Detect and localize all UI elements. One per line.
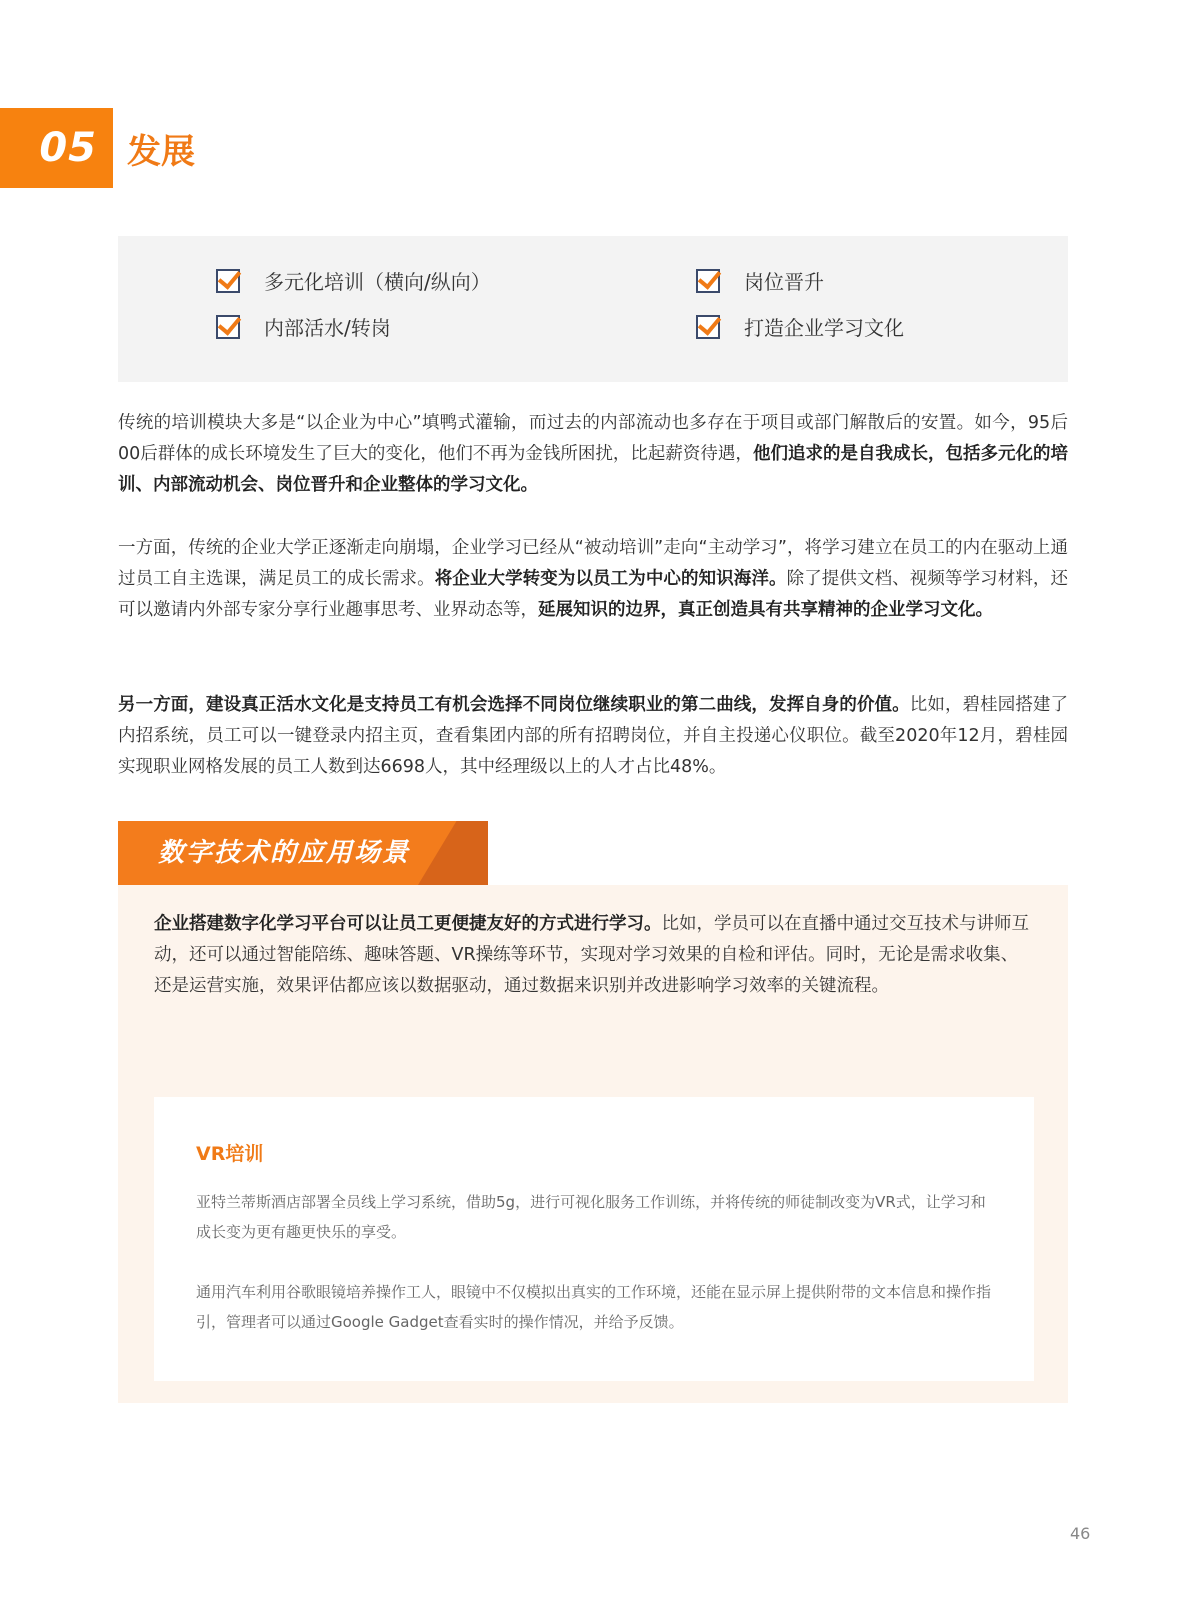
section-number: 05: [0, 108, 113, 188]
vr-training-card: [154, 1097, 1034, 1381]
paragraph-text: 除了提供文档、视频等学习材料，还可以邀请内外部专家分享行业趣事思考、业界动态等，: [118, 569, 1069, 620]
checkbox-checked-icon: [216, 315, 240, 339]
section-header: [0, 108, 195, 188]
checklist-item: [696, 266, 824, 295]
checklist-box: [118, 236, 1068, 382]
paragraph-bold-text: 将企业大学转变为以员工为中心的知识海洋。: [434, 569, 787, 589]
panel-paragraph: [154, 909, 1034, 1002]
paragraph-2: [118, 533, 1068, 626]
digital-tech-panel: [118, 885, 1068, 1403]
checklist-item: [216, 266, 491, 295]
section-title: 发展: [127, 131, 195, 172]
checkbox-checked-icon: [696, 269, 720, 293]
checklist-label: 打造企业学习文化: [744, 316, 904, 340]
paragraph-text: 传统的培训模块大多是“以企业为中心”填鸭式灌输，而过去的内部流动也多存在于项目或部门解散后的安置。如今，95后00后群体的成长环境发生了巨大的变化，他们不再为金钱所困扰，比起薪资待遇，: [118, 413, 1068, 464]
paragraph-bold-text: 另一方面，建设真正活水文化是支持员工有机会选择不同岗位继续职业的第二曲线，发挥自身的价值。: [118, 695, 910, 715]
checkbox-checked-icon: [696, 315, 720, 339]
checklist-item: [216, 312, 391, 341]
paragraph-text: 比如，碧桂园搭建了内招系统，员工可以一键登录内招主页，查看集团内部的所有招聘岗位，并自主投递心仪职位。截至2020年12月，碧桂园实现职业网格发展的员工人数到达6698人，其中经理级以上的人才占比48%。: [118, 695, 1069, 777]
paragraph-bold-text: 他们追求的是自我成长，包括多元化的培训、内部流动机会、岗位晋升和企业整体的学习文化。: [118, 444, 1069, 495]
card-title: VR培训: [196, 1143, 264, 1165]
page-number: 46: [1070, 1524, 1091, 1543]
paragraph-bold-text: 延展知识的边界，真正创造具有共享精神的企业学习文化。: [538, 600, 993, 620]
paragraph-3: [118, 690, 1068, 783]
panel-text: 比如，学员可以在直播中通过交互技术与讲师互动，还可以通过智能陪练、趣味答题、VR操练等环节，实现对学习效果的自检和评估。同时，无论是需求收集、还是运营实施，效果评估都应该以数据驱动，通过数据来识别并改进影响学习效率的关键流程。: [154, 914, 1029, 996]
checkbox-checked-icon: [216, 269, 240, 293]
checklist-label: 多元化培训（横向/纵向）: [264, 270, 491, 294]
paragraph-text: 一方面，传统的企业大学正逐渐走向崩塌，企业学习已经从“被动培训”走向“主动学习”，将学习建立在员工的内在驱动上通过员工自主选课，满足员工的成长需求。: [118, 538, 1068, 589]
card-paragraph-2: 通用汽车利用谷歌眼镜培养操作工人，眼镜中不仅模拟出真实的工作环境，还能在显示屏上提供附带的文本信息和操作指引，管理者可以通过Google Gadget查看实时的操作情况，并给予反馈。: [196, 1283, 992, 1331]
panel-bold-text: 企业搭建数字化学习平台可以让员工更便捷友好的方式进行学习。: [154, 914, 662, 934]
checklist-label: 内部活水/转岗: [264, 316, 391, 340]
checklist-label: 岗位晋升: [744, 270, 824, 294]
checklist-item: [696, 312, 904, 341]
banner-title: 数字技术的应用场景: [158, 838, 411, 868]
card-paragraph-1: 亚特兰蒂斯酒店部署全员线上学习系统，借助5g，进行可视化服务工作训练，并将传统的师徒制改变为VR式，让学习和成长变为更有趣更快乐的享受。: [196, 1193, 986, 1241]
paragraph-1: [118, 408, 1068, 501]
subsection-banner: [118, 821, 488, 885]
